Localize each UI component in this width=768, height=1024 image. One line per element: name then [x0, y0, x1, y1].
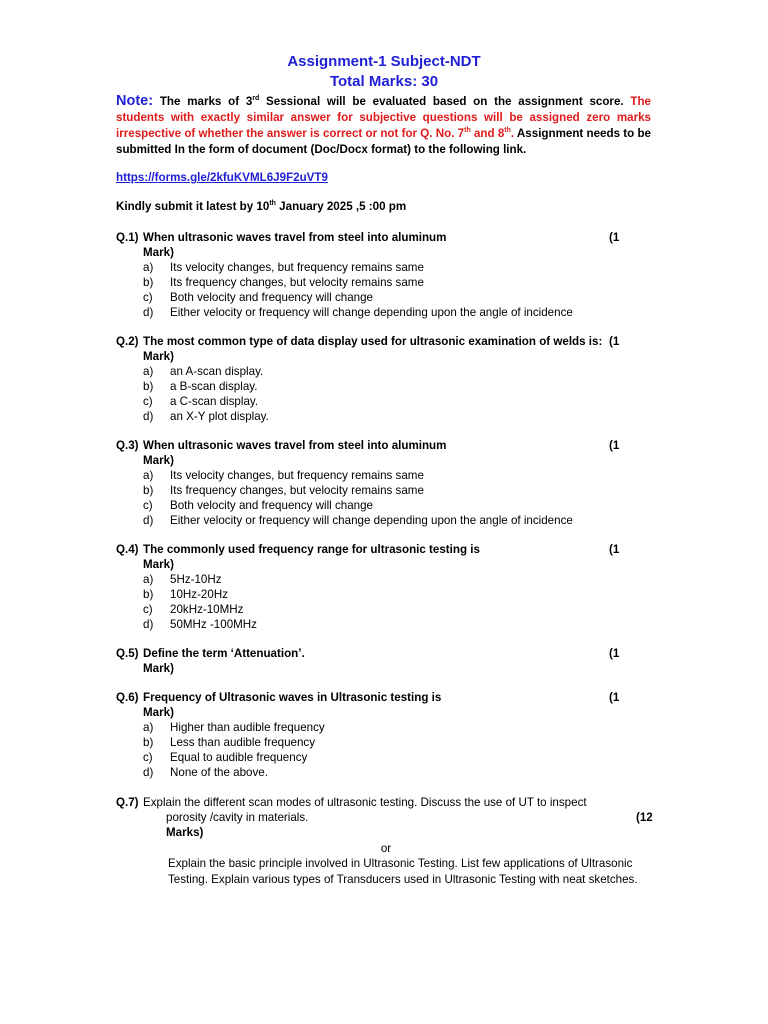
option-letter: a): [143, 721, 154, 734]
question-text: The commonly used frequency range for ultrasonic testing is: [143, 543, 480, 556]
deadline-text: [116, 200, 406, 213]
question-number: Q.5): [116, 647, 139, 660]
question-text: When ultrasonic waves travel from steel into aluminum: [143, 439, 447, 452]
question-text-continued: porosity /cavity in materials.: [166, 811, 309, 824]
question-number: Q.2): [116, 335, 139, 348]
option-letter: b): [143, 276, 154, 289]
question-marks-unit: Mark): [143, 246, 174, 259]
option-letter: c): [143, 499, 153, 512]
question-text: Frequency of Ultrasonic waves in Ultrasonic testing is: [143, 691, 442, 704]
question-marks: (1: [609, 691, 620, 704]
option-letter: d): [143, 618, 154, 631]
option-text: Both velocity and frequency will change: [170, 499, 374, 512]
question-text: Explain the different scan modes of ultrasonic testing. Discuss the use of UT to inspect: [143, 796, 587, 809]
option-text: None of the above.: [170, 766, 268, 779]
option-text: Its frequency changes, but velocity remains same: [170, 276, 424, 289]
question-marks: (1: [609, 543, 620, 556]
option-letter: b): [143, 588, 154, 601]
note-label: Note:: [116, 93, 154, 109]
option-text: 10Hz-20Hz: [170, 588, 228, 601]
note-warning-3: .: [510, 127, 515, 140]
question-number: Q.3): [116, 439, 139, 452]
option-text: Either velocity or frequency will change depending upon the angle of incidence: [170, 514, 573, 527]
option-text: Equal to audible frequency: [170, 751, 308, 764]
question-number: Q.4): [116, 543, 139, 556]
option-text: an A-scan display.: [170, 365, 264, 378]
option-letter: d): [143, 514, 154, 527]
deadline-sup: th: [269, 200, 276, 208]
question-number: Q.7): [116, 796, 139, 809]
question-text: The most common type of data display used for ultrasonic examination of welds is:: [143, 335, 603, 348]
option-text: 5Hz-10Hz: [170, 573, 222, 586]
option-letter: d): [143, 410, 154, 423]
question-marks-unit: Mark): [143, 350, 174, 363]
option-text: a B-scan display.: [170, 380, 258, 393]
option-text: Less than audible frequency: [170, 736, 316, 749]
option-text: Its velocity changes, but frequency remains same: [170, 261, 424, 274]
option-letter: b): [143, 484, 154, 497]
option-letter: a): [143, 469, 154, 482]
alternative-question-text: Explain the basic principle involved in Ultrasonic Testing. List few applications of Ultrasonic Testing. Explain various types of Transducers used in Ultrasonic Testing with neat sketches.: [168, 857, 638, 886]
note-sup-1: rd: [252, 95, 260, 103]
question-text: Define the term ‘Attenuation’.: [143, 647, 305, 660]
question-text: When ultrasonic waves travel from steel into aluminum: [143, 231, 447, 244]
note-text-2: Sessional will be evaluated based on the assignment score.: [259, 95, 631, 108]
question-marks-unit: Mark): [143, 706, 174, 719]
question-marks-unit: Mark): [143, 662, 174, 675]
question-marks-unit: Mark): [143, 558, 174, 571]
question-marks-unit: Marks): [166, 826, 204, 839]
option-letter: c): [143, 603, 153, 616]
question-marks-unit: Mark): [143, 454, 174, 467]
or-separator: or: [380, 842, 392, 855]
question-number: Q.1): [116, 231, 139, 244]
option-letter: d): [143, 766, 154, 779]
option-text: Both velocity and frequency will change: [170, 291, 374, 304]
option-text: 50MHz -100MHz: [170, 618, 257, 631]
note-warning-1: The students with exactly similar answer for subjective questions will be assigned zero marks irrespective of whether the answer is correct or not for Q. No. 7: [116, 95, 651, 140]
option-text: a C-scan display.: [170, 395, 259, 408]
note-text-3: Assignment needs to be submitted In the form of document (Doc/Docx format) to the following link.: [116, 127, 651, 156]
note-sup-3: th: [504, 127, 511, 135]
question-marks: (1: [609, 335, 620, 348]
option-letter: a): [143, 365, 154, 378]
question-marks: (1: [609, 439, 620, 452]
option-text: an X-Y plot display.: [170, 410, 269, 423]
option-letter: c): [143, 291, 153, 304]
note-warning-2: and 8: [470, 127, 505, 140]
note-text-1: The marks of 3: [153, 95, 253, 108]
question-marks: (1: [609, 231, 620, 244]
deadline-part-2: January 2025 ,5 :00 pm: [275, 200, 407, 213]
option-letter: c): [143, 395, 153, 408]
option-letter: b): [143, 736, 154, 749]
question-number: Q.6): [116, 691, 139, 704]
option-letter: b): [143, 380, 154, 393]
option-text: Either velocity or frequency will change depending upon the angle of incidence: [170, 306, 573, 319]
option-text: 20kHz-10MHz: [170, 603, 244, 616]
deadline-part-1: Kindly submit it latest by 10: [116, 200, 270, 213]
note-paragraph: [116, 93, 651, 158]
question-marks: (1: [609, 647, 620, 660]
option-text: Higher than audible frequency: [170, 721, 325, 734]
question-marks: (12: [636, 811, 653, 824]
option-text: Its frequency changes, but velocity remains same: [170, 484, 424, 497]
assignment-title: Assignment-1 Subject-NDT: [287, 53, 481, 70]
total-marks: Total Marks: 30: [329, 73, 439, 90]
option-letter: d): [143, 306, 154, 319]
option-letter: a): [143, 573, 154, 586]
option-text: Its velocity changes, but frequency remains same: [170, 469, 424, 482]
note-sup-2: th: [464, 127, 471, 135]
submission-link[interactable]: https://forms.gle/2kfuKVML6J9F2uVT9: [116, 171, 328, 184]
option-letter: c): [143, 751, 153, 764]
option-letter: a): [143, 261, 154, 274]
